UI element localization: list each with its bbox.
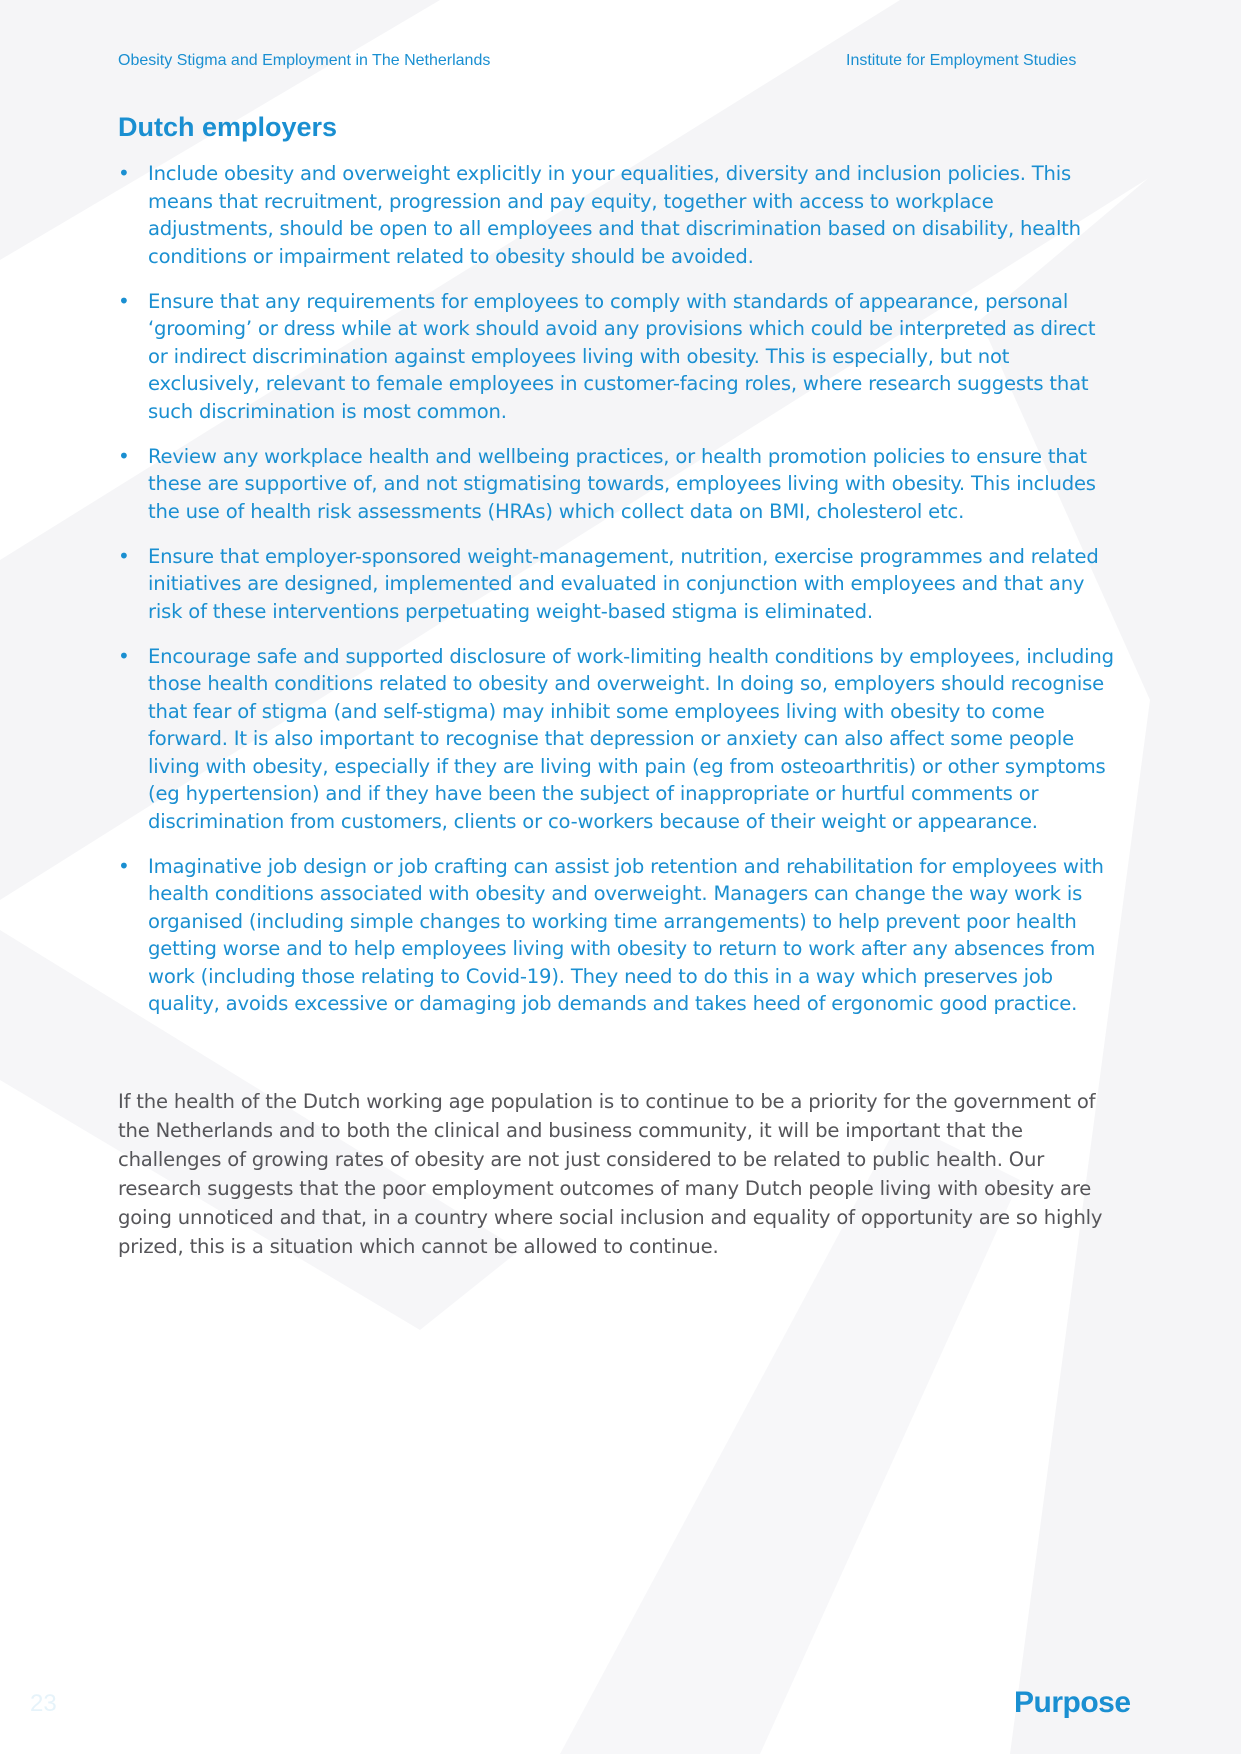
purpose-logo: Purpose [1014, 1686, 1131, 1719]
bullet-icon: • [118, 643, 130, 668]
conclusion-paragraph: If the health of the Dutch working age population is to continue to be a priority for the government of the Netherlands and to both the clinical and business community, it will be important that the challenges of growing rates of obesity are not just considered to be related to public health. Our research suggests that the poor employment outcomes of many Dutch people living with obesity are going unnoticed and that, in a country where social inclusion and equality of opportunity are so highly prized, this is a situation which cannot be allowed to continue. [118, 1090, 1103, 1258]
bullet-icon: • [118, 543, 130, 568]
page-number: 23 [30, 1690, 57, 1717]
recommendations-list [118, 160, 1118, 1035]
list-item [118, 443, 1118, 526]
list-item-text: Ensure that any requirements for employees to comply with standards of appearance, personal ‘grooming’ or dress while at work should avoid any provisions which could be interpreted as direct or indirect discrimination against employees living with obesity. This is especially, but not exclusively, relevant to female employees in customer-facing roles, where research suggests that such discrimination is most common. [148, 289, 1096, 423]
bullet-icon: • [118, 161, 130, 185]
list-item [118, 643, 1118, 836]
bullet-icon: • [118, 288, 130, 313]
list-item-text: Include obesity and overweight explicitly in your equalities, diversity and inclusion policies. This means that recruitment, progression and pay equity, together with access to workplace adjustments, should be open to all employees and that discrimination based on disability, health conditions or impairment related to obesity should be avoided. [148, 162, 1081, 268]
list-item-text: Ensure that employer-sponsored weight-management, nutrition, exercise programmes and related initiatives are designed, implemented and evaluated in conjunction with employees and that any risk of these interventions perpetuating weight-based stigma is eliminated. [148, 544, 1099, 623]
running-header-publisher: Institute for Employment Studies [846, 52, 1077, 69]
list-item [118, 160, 1118, 270]
running-header-title: Obesity Stigma and Employment in The Netherlands [118, 52, 491, 69]
list-item [118, 288, 1118, 426]
section-heading: Dutch employers [118, 112, 338, 142]
bullet-icon: • [118, 443, 130, 468]
list-item-text: Imaginative job design or job crafting can assist job retention and rehabilitation for employees with health conditions associated with obesity and overweight. Managers can change the way work is organised (including simple changes to working time arrangements) to help prevent poor health getting worse and to help employees living with obesity to return to work after any absences from work (including those relating to Covid-19). They need to do this in a way which preserves job quality, avoids excessive or damaging job demands and takes heed of ergonomic good practice. [148, 854, 1104, 1015]
bullet-icon: • [118, 853, 130, 878]
list-item-text: Review any workplace health and wellbeing practices, or health promotion policies to ensure that these are supportive of, and not stigmatising towards, employees living with obesity. This includes the use of health risk assessments (HRAs) which collect data on BMI, cholesterol etc. [148, 444, 1096, 523]
list-item-text: Encourage safe and supported disclosure of work-limiting health conditions by employees, including those health conditions related to obesity and overweight. In doing so, employers should recognise that fear of stigma (and self-stigma) may inhibit some employees living with obesity to come forward. It is also important to recognise that depression or anxiety can also affect some people living with obesity, especially if they are living with pain (eg from osteoarthritis) or other symptoms (eg hypertension) and if they have been the subject of inappropriate or hurtful comments or discrimination from customers, clients or co-workers because of their weight or appearance. [148, 644, 1114, 833]
list-item [118, 543, 1118, 626]
list-item [118, 853, 1118, 1018]
